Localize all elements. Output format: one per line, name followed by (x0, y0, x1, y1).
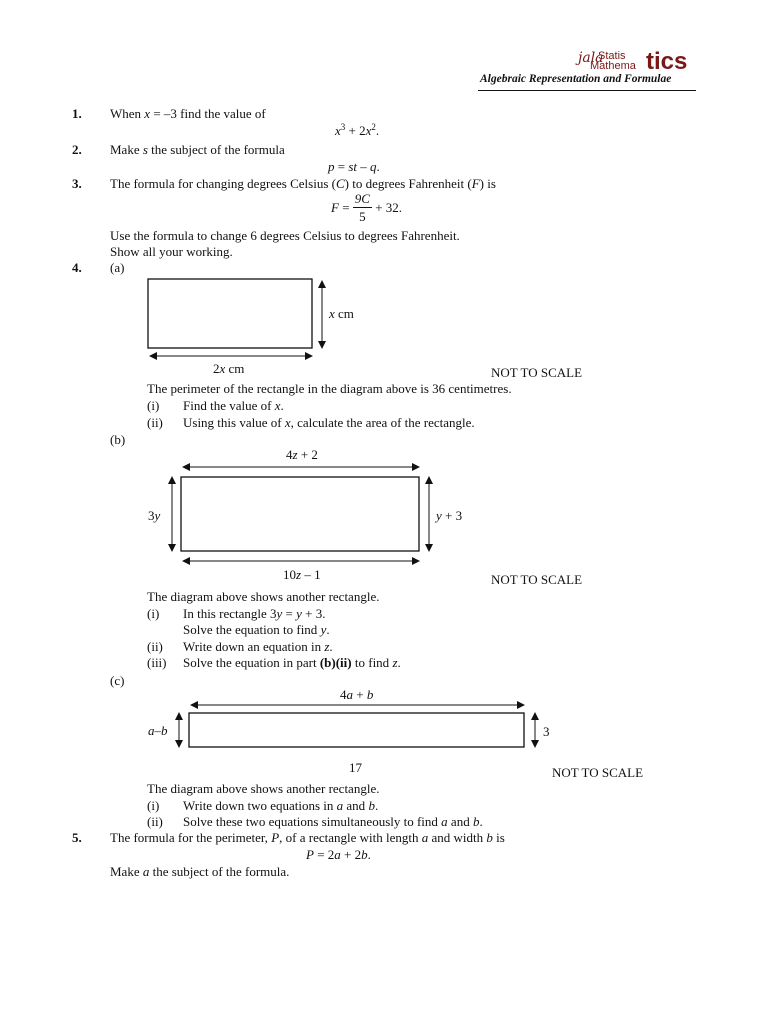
not-to-scale-4c: NOT TO SCALE (552, 765, 644, 780)
part-4b-label: (b) (110, 432, 126, 447)
question-3-instruction-1: Use the formula to change 6 degrees Celsius to degrees Fahrenheit. (110, 228, 460, 243)
logo-script: jala (578, 50, 604, 66)
label-4c-top: 4a + b (340, 687, 374, 702)
label-4b-right: y + 3 (436, 508, 463, 523)
part-4b-iii-text: Solve the equation in part (b)(ii) to find z. (183, 655, 401, 670)
question-2-text: Make s the subject of the formula (110, 142, 285, 157)
part-4a-i-text: Find the value of x. (183, 398, 284, 413)
part-4a-intro: The perimeter of the rectangle in the diagram above is 36 centimetres. (147, 381, 512, 396)
logo-word-statis: Statis (598, 50, 626, 62)
part-4a-ii-text: Using this value of x, calculate the area of the rectangle. (183, 415, 475, 430)
question-5-text: The formula for the perimeter, P, of a rectangle with length a and width b is (110, 830, 505, 845)
question-3-instruction-2: Show all your working. (110, 244, 233, 259)
label-4c-right: 3 (543, 724, 550, 739)
part-4c-ii-text: Solve these two equations simultaneously to find a and b. (183, 814, 483, 829)
part-4a-label: (a) (110, 260, 125, 275)
question-number-1: 1. (72, 106, 82, 121)
label-4b-top: 4z + 2 (286, 447, 318, 462)
question-3-formula: F = $\frac{9C}{5}$ + 32. (331, 191, 403, 224)
not-to-scale-4b: NOT TO SCALE (491, 572, 583, 587)
part-4c-intro: The diagram above shows another rectangle. (147, 781, 380, 796)
part-4b-ii-num: (ii) (147, 639, 163, 654)
part-4b-i-num: (i) (147, 606, 160, 621)
part-4b-ii-text: Write down an equation in z. (183, 639, 333, 654)
question-3-text: The formula for changing degrees Celsius (C) to degrees Fahrenheit (F) is (110, 176, 496, 191)
rectangle-4a (148, 279, 312, 348)
logo-word-mathema: Mathema (590, 60, 636, 72)
question-number-3: 3. (72, 176, 82, 191)
part-4c-label: (c) (110, 673, 125, 688)
part-4a-ii-num: (ii) (147, 415, 163, 430)
question-2-formula: p = st – q. (328, 159, 380, 174)
not-to-scale-4a: NOT TO SCALE (491, 365, 583, 380)
question-1-text: When x = –3 find the value of (110, 106, 266, 121)
question-5-instruction: Make a the subject of the formula. (110, 864, 290, 879)
question-number-2: 2. (72, 142, 82, 157)
logo-word-tics: tics (646, 48, 688, 75)
part-4b-i-text-2: Solve the equation to find y. (183, 622, 330, 637)
part-4b-intro: The diagram above shows another rectangle. (147, 589, 380, 604)
part-4a-i-num: (i) (147, 398, 160, 413)
part-4b-iii-num: (iii) (147, 655, 167, 670)
label-4c-bottom: 17 (349, 760, 362, 775)
question-1-expression: $x^3 + 2x^2$. (335, 122, 380, 138)
part-4c-i-num: (i) (147, 798, 160, 813)
part-4c-ii-num: (ii) (147, 814, 163, 829)
part-4c-i-text: Write down two equations in a and b. (183, 798, 379, 813)
label-4a-width: 2x cm (213, 361, 245, 376)
label-4b-left: 3y (148, 508, 161, 523)
rectangle-4c (189, 713, 524, 747)
label-4c-left: a–b (148, 723, 168, 738)
page-title: Algebraic Representation and Formulae (480, 73, 672, 85)
question-5-formula: P = 2a + 2b. (306, 847, 371, 862)
question-number-4: 4. (72, 260, 82, 275)
rectangle-4b (181, 477, 419, 551)
question-number-5: 5. (72, 830, 82, 845)
part-4b-i-text: In this rectangle 3y = y + 3. (183, 606, 326, 621)
label-4b-bottom: 10z – 1 (283, 567, 321, 582)
label-4a-height: x cm (329, 306, 354, 321)
